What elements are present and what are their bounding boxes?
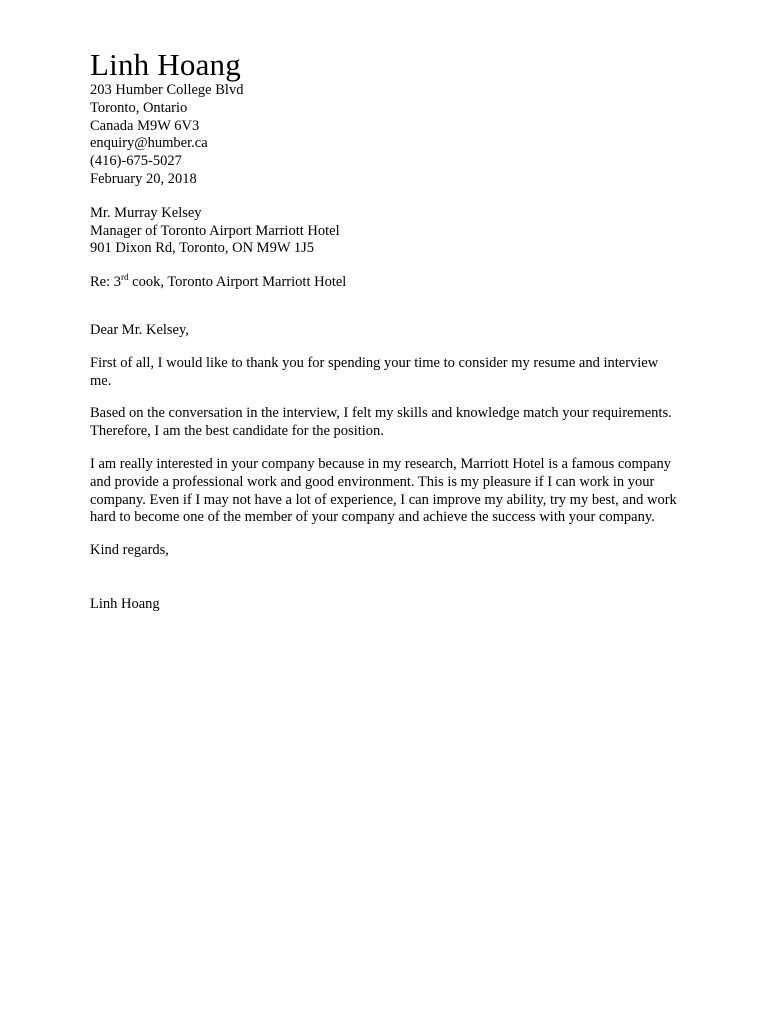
letter-date: February 20, 2018: [90, 170, 197, 187]
signature: Linh Hoang: [90, 595, 160, 612]
recipient-address: 901 Dixon Rd, Toronto, ON M9W 1J5: [90, 240, 315, 257]
subject-superscript: rd: [121, 272, 129, 283]
recipient-name: Mr. Murray Kelsey: [90, 204, 202, 221]
sender-name: Linh Hoang: [90, 47, 241, 82]
cover-letter: [90, 48, 680, 614]
recipient-title: Manager of Toronto Airport Marriott Hotel: [90, 222, 340, 239]
subject-line: [90, 274, 680, 292]
sender-address-line3: Canada M9W 6V3: [90, 117, 200, 134]
sender-phone: (416)-675-5027: [90, 153, 182, 170]
salutation-block: [90, 322, 680, 340]
body-paragraph: Based on the conversation in the interview, I felt my skills and knowledge match your requirements. Therefore, I am the best candidate for the position.: [90, 405, 672, 440]
body-paragraph: First of all, I would like to thank you for spending your time to consider my resume and interview me.: [90, 354, 659, 389]
subject-rest: cook, Toronto Airport Marriott Hotel: [128, 274, 347, 291]
subject-prefix: Re: 3: [90, 274, 122, 291]
sender-email: enquiry@humber.ca: [90, 135, 208, 152]
sender-address-line2: Toronto, Ontario: [90, 99, 188, 116]
sender-address-line1: 203 Humber College Blvd: [90, 82, 244, 98]
letter-body: [90, 355, 680, 527]
body-paragraph: I am really interested in your company because in my research, Marriott Hotel is a famous company and provide a professional work and good environment. This is my pleasure if I can work in your company. Even if I may not have a lot of experience, I can improve my ability, try my best, and work hard to become one of the member of your company and achieve the success with your company.: [90, 455, 677, 526]
recipient-block: [90, 205, 680, 258]
closing: Kind regards,: [90, 542, 169, 559]
salutation: Dear Mr. Kelsey,: [90, 321, 189, 338]
sender-block: [90, 48, 680, 189]
